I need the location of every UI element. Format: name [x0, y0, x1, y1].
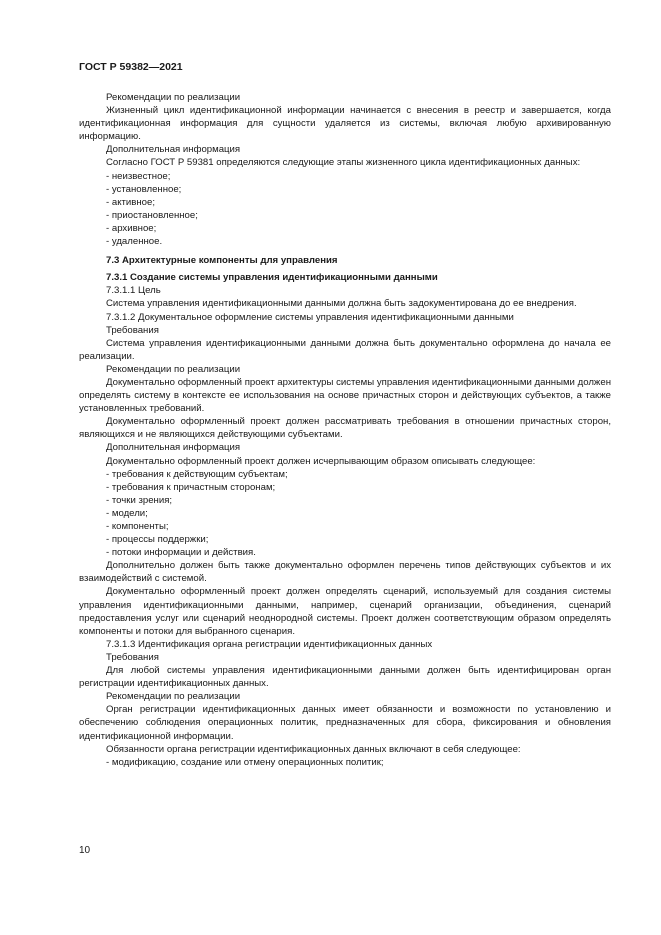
list-item: - модели;: [106, 507, 148, 519]
paragraph: Дополнительная информация: [106, 144, 241, 156]
list-item: - требования к причастным сторонам;: [106, 481, 276, 493]
paragraph: Орган регистрации идентификационных данных имеет обязанности и возможности по установлению и обеспечению соблюдения операционных политик, предназначенных для сбора, фиксирования и обновления идентификационной информации.: [79, 704, 611, 742]
paragraph: Документально оформленный проект должен исчерпывающим образом описывать следующее:: [106, 455, 536, 467]
paragraph: Рекомендации по реализации: [106, 691, 241, 703]
paragraph: Требования: [106, 324, 159, 336]
list-item: - модификацию, создание или отмену операционных политик;: [106, 756, 384, 768]
list-item: - точки зрения;: [106, 494, 173, 506]
page-number: 10: [79, 845, 91, 856]
list-item: - архивное;: [106, 222, 157, 234]
paragraph: Обязанности органа регистрации идентификационных данных включают в себя следующее:: [106, 743, 521, 755]
paragraph: 7.3.1.3 Идентификация органа регистрации идентификационных данных: [106, 638, 433, 650]
paragraph: Система управления идентификационными данными должна быть задокументирована до ее внедрения.: [106, 298, 577, 310]
list-item: - процессы поддержки;: [106, 534, 209, 546]
list-item: - активное;: [106, 196, 155, 208]
list-item: - требования к действующим субъектам;: [106, 468, 288, 480]
paragraph: Согласно ГОСТ Р 59381 определяются следующие этапы жизненного цикла идентификационных данных:: [106, 157, 581, 169]
paragraph: Система управления идентификационными данными должна быть документально оформлена до начала ее реализации.: [79, 337, 611, 362]
list-item: - компоненты;: [106, 521, 169, 532]
list-item: - потоки информации и действия.: [106, 547, 256, 559]
paragraph: Документально оформленный проект архитектуры системы управления идентификационными данными должен определять систему в контексте ее использования на основе причастных сторон и действующих субъектов, а также установленных требований.: [79, 376, 611, 415]
bullet-list: [79, 170, 611, 249]
document-header: ГОСТ Р 59382—2021: [79, 61, 183, 73]
list-item: - приостановленное;: [106, 209, 198, 221]
section-heading: 7.3 Архитектурные компоненты для управления: [106, 255, 338, 267]
paragraph: Рекомендации по реализации: [106, 92, 241, 103]
list-item: - неизвестное;: [106, 170, 171, 182]
subsection-heading: 7.3.1 Создание системы управления идентификационными данными: [106, 272, 438, 284]
paragraph: Для любой системы управления идентификационными данными должен быть идентифицирован орган регистрации идентификационных данных.: [79, 665, 611, 690]
list-item: - установленное;: [106, 183, 182, 195]
paragraph: Документально оформленный проект должен рассматривать требования в отношении причастных сторон, являющихся и не являющихся действующими субъектами.: [79, 416, 611, 441]
paragraph: Дополнительная информация: [106, 442, 241, 454]
paragraph: Жизненный цикл идентификационной информации начинается с внесения в реестр и завершается, когда идентификационная информация для сущности удаляется из системы, включая любую архивированную информацию.: [79, 105, 611, 143]
paragraph: 7.3.1.1 Цель: [106, 285, 161, 297]
list-item: - удаленное.: [106, 236, 163, 248]
paragraph: Документально оформленный проект должен определять сценарий, используемый для создания системы управления идентификационными данными, например, сценарий организации, объединения, сценарий предоставления услуг или сценарий неоднородной системы. Проект должен соответствующим образом определять компоненты и потоки для выбранного сценария.: [79, 586, 611, 637]
paragraph: Рекомендации по реализации: [106, 363, 241, 375]
paragraph: Требования: [106, 651, 159, 663]
paragraph: 7.3.1.2 Документальное оформление системы управления идентификационными данными: [106, 311, 514, 323]
document-body: [79, 91, 611, 769]
bullet-list: [79, 756, 611, 769]
paragraph: Дополнительно должен быть также документально оформлен перечень типов действующих субъектов и их взаимодействий с системой.: [79, 560, 611, 585]
bullet-list: [79, 468, 611, 560]
